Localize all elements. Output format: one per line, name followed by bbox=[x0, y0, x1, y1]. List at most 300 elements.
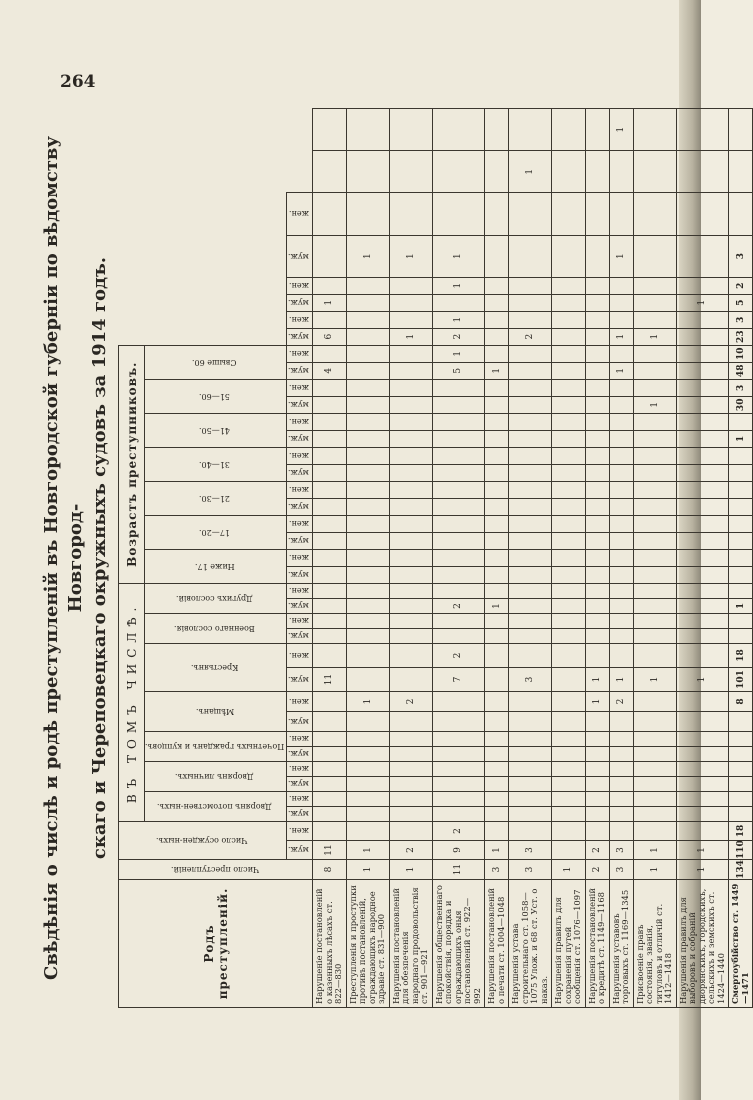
value-cell bbox=[389, 792, 432, 807]
value-cell bbox=[552, 792, 586, 807]
value-cell bbox=[609, 747, 633, 762]
value-cell bbox=[313, 549, 347, 566]
value-cell bbox=[633, 599, 676, 614]
value-cell bbox=[633, 498, 676, 515]
value-cell: 1 bbox=[432, 311, 485, 328]
value-cell bbox=[552, 599, 586, 614]
value-cell bbox=[389, 532, 432, 549]
value-cell bbox=[432, 464, 485, 481]
value-cell bbox=[509, 792, 552, 807]
value-cell bbox=[585, 362, 609, 379]
value-cell bbox=[509, 712, 552, 732]
value-cell bbox=[609, 379, 633, 396]
value-cell bbox=[585, 732, 609, 747]
value-cell bbox=[313, 712, 347, 732]
value-cell: 11 bbox=[313, 841, 347, 860]
value-cell: 1 bbox=[432, 235, 485, 277]
value-cell bbox=[485, 515, 509, 532]
value-cell bbox=[432, 379, 485, 396]
value-cell bbox=[609, 151, 633, 193]
value-cell bbox=[389, 498, 432, 515]
value-cell bbox=[609, 732, 633, 747]
value-cell: 3 bbox=[729, 379, 753, 396]
value-cell bbox=[313, 747, 347, 762]
value-cell bbox=[676, 464, 729, 481]
value-cell bbox=[509, 692, 552, 712]
value-cell bbox=[585, 328, 609, 345]
value-cell: 1 bbox=[633, 396, 676, 413]
value-cell bbox=[552, 362, 586, 379]
value-cell bbox=[609, 762, 633, 777]
value-cell bbox=[389, 614, 432, 629]
header-female-4: жен. bbox=[287, 692, 313, 712]
value-cell bbox=[389, 712, 432, 732]
value-cell bbox=[485, 379, 509, 396]
value-cell bbox=[676, 614, 729, 629]
value-cell bbox=[432, 792, 485, 807]
value-cell bbox=[729, 193, 753, 235]
value-cell bbox=[676, 311, 729, 328]
value-cell bbox=[633, 235, 676, 277]
value-cell bbox=[432, 515, 485, 532]
value-cell bbox=[389, 277, 432, 294]
value-cell bbox=[552, 396, 586, 413]
value-cell: 1 bbox=[585, 692, 609, 712]
value-cell bbox=[509, 566, 552, 583]
statistics-table bbox=[118, 108, 753, 1008]
value-cell bbox=[585, 151, 609, 193]
value-cell bbox=[633, 792, 676, 807]
value-cell bbox=[389, 362, 432, 379]
value-cell bbox=[389, 515, 432, 532]
value-cell bbox=[389, 109, 432, 151]
header-male-3: муж. bbox=[287, 747, 313, 762]
header-female-0: жен. bbox=[287, 822, 313, 841]
value-cell: 1 bbox=[676, 841, 729, 860]
value-cell bbox=[676, 447, 729, 464]
value-cell bbox=[432, 807, 485, 822]
value-cell bbox=[485, 498, 509, 515]
value-cell bbox=[485, 629, 509, 644]
value-cell bbox=[346, 792, 389, 807]
table-row bbox=[609, 109, 633, 1008]
header-female-10: жен. bbox=[287, 481, 313, 498]
value-cell bbox=[509, 777, 552, 792]
value-cell bbox=[585, 193, 609, 235]
value-cell bbox=[633, 413, 676, 430]
header-male-7: муж. bbox=[287, 599, 313, 614]
value-cell bbox=[552, 277, 586, 294]
value-cell bbox=[633, 807, 676, 822]
value-cell bbox=[509, 614, 552, 629]
value-cell bbox=[346, 151, 389, 193]
value-cell bbox=[389, 762, 432, 777]
value-cell bbox=[729, 747, 753, 762]
value-cell bbox=[676, 515, 729, 532]
value-cell bbox=[585, 549, 609, 566]
value-cell bbox=[552, 668, 586, 692]
value-cell bbox=[585, 747, 609, 762]
value-cell bbox=[346, 583, 389, 598]
value-cell bbox=[552, 311, 586, 328]
value-cell bbox=[609, 583, 633, 598]
value-cell: 1 bbox=[633, 841, 676, 860]
value-cell: 1 bbox=[676, 668, 729, 692]
value-cell bbox=[346, 311, 389, 328]
value-cell bbox=[676, 549, 729, 566]
value-cell: 1 bbox=[676, 294, 729, 311]
value-cell bbox=[676, 379, 729, 396]
value-cell bbox=[552, 566, 586, 583]
crime-kind-cell: Нарушеніе постановленій о казенныхъ лѣсахъ ст. 822—830 bbox=[313, 880, 347, 1008]
value-cell bbox=[346, 822, 389, 841]
value-cell bbox=[729, 712, 753, 732]
crime-kind-cell: Присвоеніе правъ состоянія, званія, титуловъ и отличій ст. 1412—1418 bbox=[633, 880, 676, 1008]
value-cell bbox=[633, 481, 676, 498]
value-cell bbox=[633, 644, 676, 668]
value-cell bbox=[389, 777, 432, 792]
value-cell bbox=[509, 430, 552, 447]
value-cell: 1 bbox=[633, 668, 676, 692]
value-cell bbox=[633, 777, 676, 792]
value-cell: 1 bbox=[729, 430, 753, 447]
value-cell: 1 bbox=[389, 328, 432, 345]
header-female-16: жен. bbox=[287, 277, 313, 294]
value-cell: 5 bbox=[432, 362, 485, 379]
value-cell bbox=[346, 532, 389, 549]
value-cell bbox=[485, 464, 509, 481]
header-male-13: муж. bbox=[287, 396, 313, 413]
value-cell bbox=[432, 583, 485, 598]
value-cell bbox=[346, 109, 389, 151]
header-male-2: муж. bbox=[287, 777, 313, 792]
value-cell bbox=[346, 379, 389, 396]
value-cell: 18 bbox=[729, 822, 753, 841]
value-cell bbox=[346, 549, 389, 566]
crime-count-cell: 1 bbox=[389, 860, 432, 880]
value-cell: 1 bbox=[346, 235, 389, 277]
header-female-3: жен. bbox=[287, 732, 313, 747]
page-number: 264 bbox=[60, 72, 96, 92]
header-male-1: муж. bbox=[287, 807, 313, 822]
header-other-estates: Другихъ сословій. bbox=[145, 583, 287, 613]
value-cell bbox=[585, 807, 609, 822]
value-cell bbox=[509, 747, 552, 762]
header-male-15: муж. bbox=[287, 328, 313, 345]
value-cell bbox=[633, 379, 676, 396]
value-cell: 7 bbox=[432, 668, 485, 692]
value-cell bbox=[633, 629, 676, 644]
value-cell bbox=[389, 430, 432, 447]
value-cell: 1 bbox=[432, 345, 485, 362]
value-cell bbox=[633, 430, 676, 447]
value-cell bbox=[609, 311, 633, 328]
value-cell: 110 bbox=[729, 841, 753, 860]
rotated-content bbox=[40, 108, 750, 1008]
table-row bbox=[432, 109, 485, 1008]
header-age-6: Свыше 60. bbox=[145, 345, 287, 379]
value-cell: 1 bbox=[609, 668, 633, 692]
value-cell bbox=[609, 345, 633, 362]
table-row bbox=[676, 109, 729, 1008]
value-cell bbox=[485, 294, 509, 311]
value-cell: 48 bbox=[729, 362, 753, 379]
value-cell bbox=[313, 151, 347, 193]
value-cell bbox=[509, 498, 552, 515]
value-cell bbox=[633, 712, 676, 732]
value-cell bbox=[432, 566, 485, 583]
value-cell: 2 bbox=[609, 692, 633, 712]
value-cell bbox=[485, 792, 509, 807]
value-cell bbox=[432, 692, 485, 712]
value-cell: 2 bbox=[389, 692, 432, 712]
value-cell bbox=[313, 583, 347, 598]
header-age-3: 31—40. bbox=[145, 447, 287, 481]
table-row bbox=[485, 109, 509, 1008]
value-cell bbox=[676, 692, 729, 712]
value-cell bbox=[676, 498, 729, 515]
value-cell: 8 bbox=[729, 692, 753, 712]
value-cell bbox=[609, 549, 633, 566]
value-cell bbox=[313, 311, 347, 328]
value-cell: 3 bbox=[509, 668, 552, 692]
value-cell bbox=[609, 644, 633, 668]
header-female-14: жен. bbox=[287, 345, 313, 362]
value-cell bbox=[313, 566, 347, 583]
header-citizens: Почетныхъ гражданъ и купцовъ. bbox=[145, 732, 287, 762]
header-male-10: муж. bbox=[287, 498, 313, 515]
table-row bbox=[729, 109, 753, 1008]
value-cell bbox=[552, 712, 586, 732]
value-cell bbox=[432, 747, 485, 762]
value-cell bbox=[346, 566, 389, 583]
crime-kind-cell: Нарушенія правилъ для выборовъ и собраній дворянскихъ, городскихъ, сельскихъ и земскихъ ст. 1424—1440 bbox=[676, 880, 729, 1008]
value-cell bbox=[313, 792, 347, 807]
value-cell bbox=[585, 109, 609, 151]
value-cell bbox=[633, 549, 676, 566]
header-age-2: 21—30. bbox=[145, 481, 287, 515]
header-age-4: 41—50. bbox=[145, 413, 287, 447]
value-cell bbox=[346, 498, 389, 515]
value-cell bbox=[552, 498, 586, 515]
value-cell: 2 bbox=[432, 822, 485, 841]
value-cell bbox=[609, 413, 633, 430]
value-cell bbox=[729, 109, 753, 151]
value-cell bbox=[346, 345, 389, 362]
value-cell bbox=[485, 822, 509, 841]
value-cell bbox=[633, 532, 676, 549]
value-cell bbox=[633, 294, 676, 311]
crime-count-cell: 3 bbox=[609, 860, 633, 880]
value-cell: 1 bbox=[585, 668, 609, 692]
value-cell bbox=[609, 294, 633, 311]
value-cell bbox=[585, 430, 609, 447]
crime-count-cell: 1 bbox=[676, 860, 729, 880]
value-cell bbox=[633, 822, 676, 841]
value-cell bbox=[552, 328, 586, 345]
value-cell bbox=[729, 807, 753, 822]
value-cell bbox=[509, 515, 552, 532]
value-cell bbox=[585, 583, 609, 598]
value-cell bbox=[313, 629, 347, 644]
table-row bbox=[552, 109, 586, 1008]
value-cell bbox=[585, 515, 609, 532]
value-cell bbox=[485, 732, 509, 747]
value-cell bbox=[552, 614, 586, 629]
value-cell bbox=[509, 277, 552, 294]
value-cell bbox=[313, 732, 347, 747]
table-row bbox=[313, 109, 347, 1008]
value-cell bbox=[509, 362, 552, 379]
value-cell bbox=[676, 644, 729, 668]
value-cell bbox=[729, 792, 753, 807]
value-cell bbox=[346, 396, 389, 413]
value-cell bbox=[729, 464, 753, 481]
value-cell bbox=[346, 515, 389, 532]
value-cell bbox=[485, 692, 509, 712]
value-cell bbox=[585, 277, 609, 294]
header-male-11: муж. bbox=[287, 464, 313, 481]
header-military: Военнаго сословія. bbox=[145, 614, 287, 644]
value-cell bbox=[552, 644, 586, 668]
value-cell: 1 bbox=[346, 841, 389, 860]
value-cell: 3 bbox=[509, 841, 552, 860]
value-cell bbox=[389, 668, 432, 692]
value-cell: 9 bbox=[432, 841, 485, 860]
value-cell bbox=[585, 235, 609, 277]
value-cell bbox=[432, 413, 485, 430]
value-cell bbox=[676, 807, 729, 822]
value-cell bbox=[313, 413, 347, 430]
value-cell bbox=[552, 747, 586, 762]
value-cell bbox=[633, 277, 676, 294]
value-cell bbox=[552, 807, 586, 822]
value-cell: 2 bbox=[729, 277, 753, 294]
value-cell bbox=[633, 362, 676, 379]
value-cell bbox=[552, 413, 586, 430]
value-cell bbox=[389, 379, 432, 396]
value-cell bbox=[389, 644, 432, 668]
crime-count-cell: 11 bbox=[432, 860, 485, 880]
value-cell bbox=[432, 629, 485, 644]
value-cell bbox=[313, 532, 347, 549]
value-cell: 30 bbox=[729, 396, 753, 413]
header-female-2: жен. bbox=[287, 762, 313, 777]
value-cell bbox=[676, 235, 729, 277]
value-cell bbox=[485, 447, 509, 464]
value-cell bbox=[552, 777, 586, 792]
value-cell bbox=[633, 109, 676, 151]
value-cell bbox=[609, 515, 633, 532]
value-cell bbox=[485, 311, 509, 328]
value-cell bbox=[609, 277, 633, 294]
value-cell bbox=[676, 277, 729, 294]
value-cell bbox=[389, 599, 432, 614]
value-cell: 1 bbox=[346, 692, 389, 712]
value-cell bbox=[633, 747, 676, 762]
value-cell: 1 bbox=[609, 109, 633, 151]
value-cell bbox=[609, 464, 633, 481]
value-cell bbox=[509, 532, 552, 549]
value-cell bbox=[485, 668, 509, 692]
value-cell bbox=[552, 822, 586, 841]
value-cell bbox=[729, 762, 753, 777]
value-cell bbox=[509, 732, 552, 747]
value-cell bbox=[729, 498, 753, 515]
value-cell bbox=[485, 193, 509, 235]
value-cell bbox=[346, 807, 389, 822]
value-cell bbox=[552, 294, 586, 311]
value-cell bbox=[432, 109, 485, 151]
table-row bbox=[585, 109, 609, 1008]
value-cell bbox=[432, 532, 485, 549]
value-cell bbox=[509, 379, 552, 396]
value-cell bbox=[485, 430, 509, 447]
value-cell bbox=[389, 583, 432, 598]
header-convicted: Число осужден-ныхъ. bbox=[119, 822, 287, 860]
header-male-4: муж. bbox=[287, 712, 313, 732]
value-cell bbox=[633, 614, 676, 629]
value-cell: 1 bbox=[485, 599, 509, 614]
value-cell bbox=[313, 762, 347, 777]
value-cell bbox=[346, 614, 389, 629]
value-cell bbox=[609, 193, 633, 235]
value-cell bbox=[485, 712, 509, 732]
value-cell bbox=[389, 345, 432, 362]
value-cell bbox=[633, 447, 676, 464]
value-cell bbox=[432, 430, 485, 447]
value-cell bbox=[676, 629, 729, 644]
value-cell bbox=[509, 762, 552, 777]
value-cell bbox=[609, 614, 633, 629]
value-cell bbox=[346, 294, 389, 311]
value-cell: 1 bbox=[432, 277, 485, 294]
value-cell: 4 bbox=[313, 362, 347, 379]
crime-count-cell: 1 bbox=[633, 860, 676, 880]
value-cell bbox=[676, 777, 729, 792]
value-cell bbox=[729, 481, 753, 498]
value-cell: 1 bbox=[609, 328, 633, 345]
value-cell bbox=[313, 235, 347, 277]
value-cell bbox=[509, 644, 552, 668]
value-cell bbox=[389, 294, 432, 311]
value-cell bbox=[432, 193, 485, 235]
value-cell bbox=[609, 396, 633, 413]
value-cell bbox=[676, 430, 729, 447]
value-cell bbox=[729, 532, 753, 549]
crime-kind-cell: Нарушенія правилъ для сохраненія путей сообщенія ст. 1076—1097 bbox=[552, 880, 586, 1008]
value-cell bbox=[676, 566, 729, 583]
crime-kind-cell: Нарушенія устава строительнаго ст. 1058—1075 Улож. и 68 ст. Уст. о наказ. bbox=[509, 880, 552, 1008]
value-cell bbox=[389, 447, 432, 464]
value-cell bbox=[432, 762, 485, 777]
value-cell bbox=[676, 712, 729, 732]
header-female-9: жен. bbox=[287, 515, 313, 532]
value-cell bbox=[729, 549, 753, 566]
header-female-5: жен. bbox=[287, 644, 313, 668]
value-cell: 2 bbox=[432, 328, 485, 345]
title-line-1: Свѣдѣнія о числѣ и родѣ преступленій въ Новгородской губерніи по вѣдомству Новгород- bbox=[41, 136, 86, 980]
crime-kind-cell: Нарушенія постановленій о кредитѣ ст. 1149—1168 bbox=[585, 880, 609, 1008]
value-cell bbox=[609, 447, 633, 464]
header-male-12: муж. bbox=[287, 430, 313, 447]
value-cell: 1 bbox=[609, 235, 633, 277]
value-cell bbox=[676, 193, 729, 235]
title-line-2: скаго и Череповецкаго окружныхъ судовъ за 1914 годъ. bbox=[89, 256, 110, 860]
value-cell bbox=[676, 822, 729, 841]
value-cell bbox=[432, 396, 485, 413]
header-female-12: жен. bbox=[287, 413, 313, 430]
